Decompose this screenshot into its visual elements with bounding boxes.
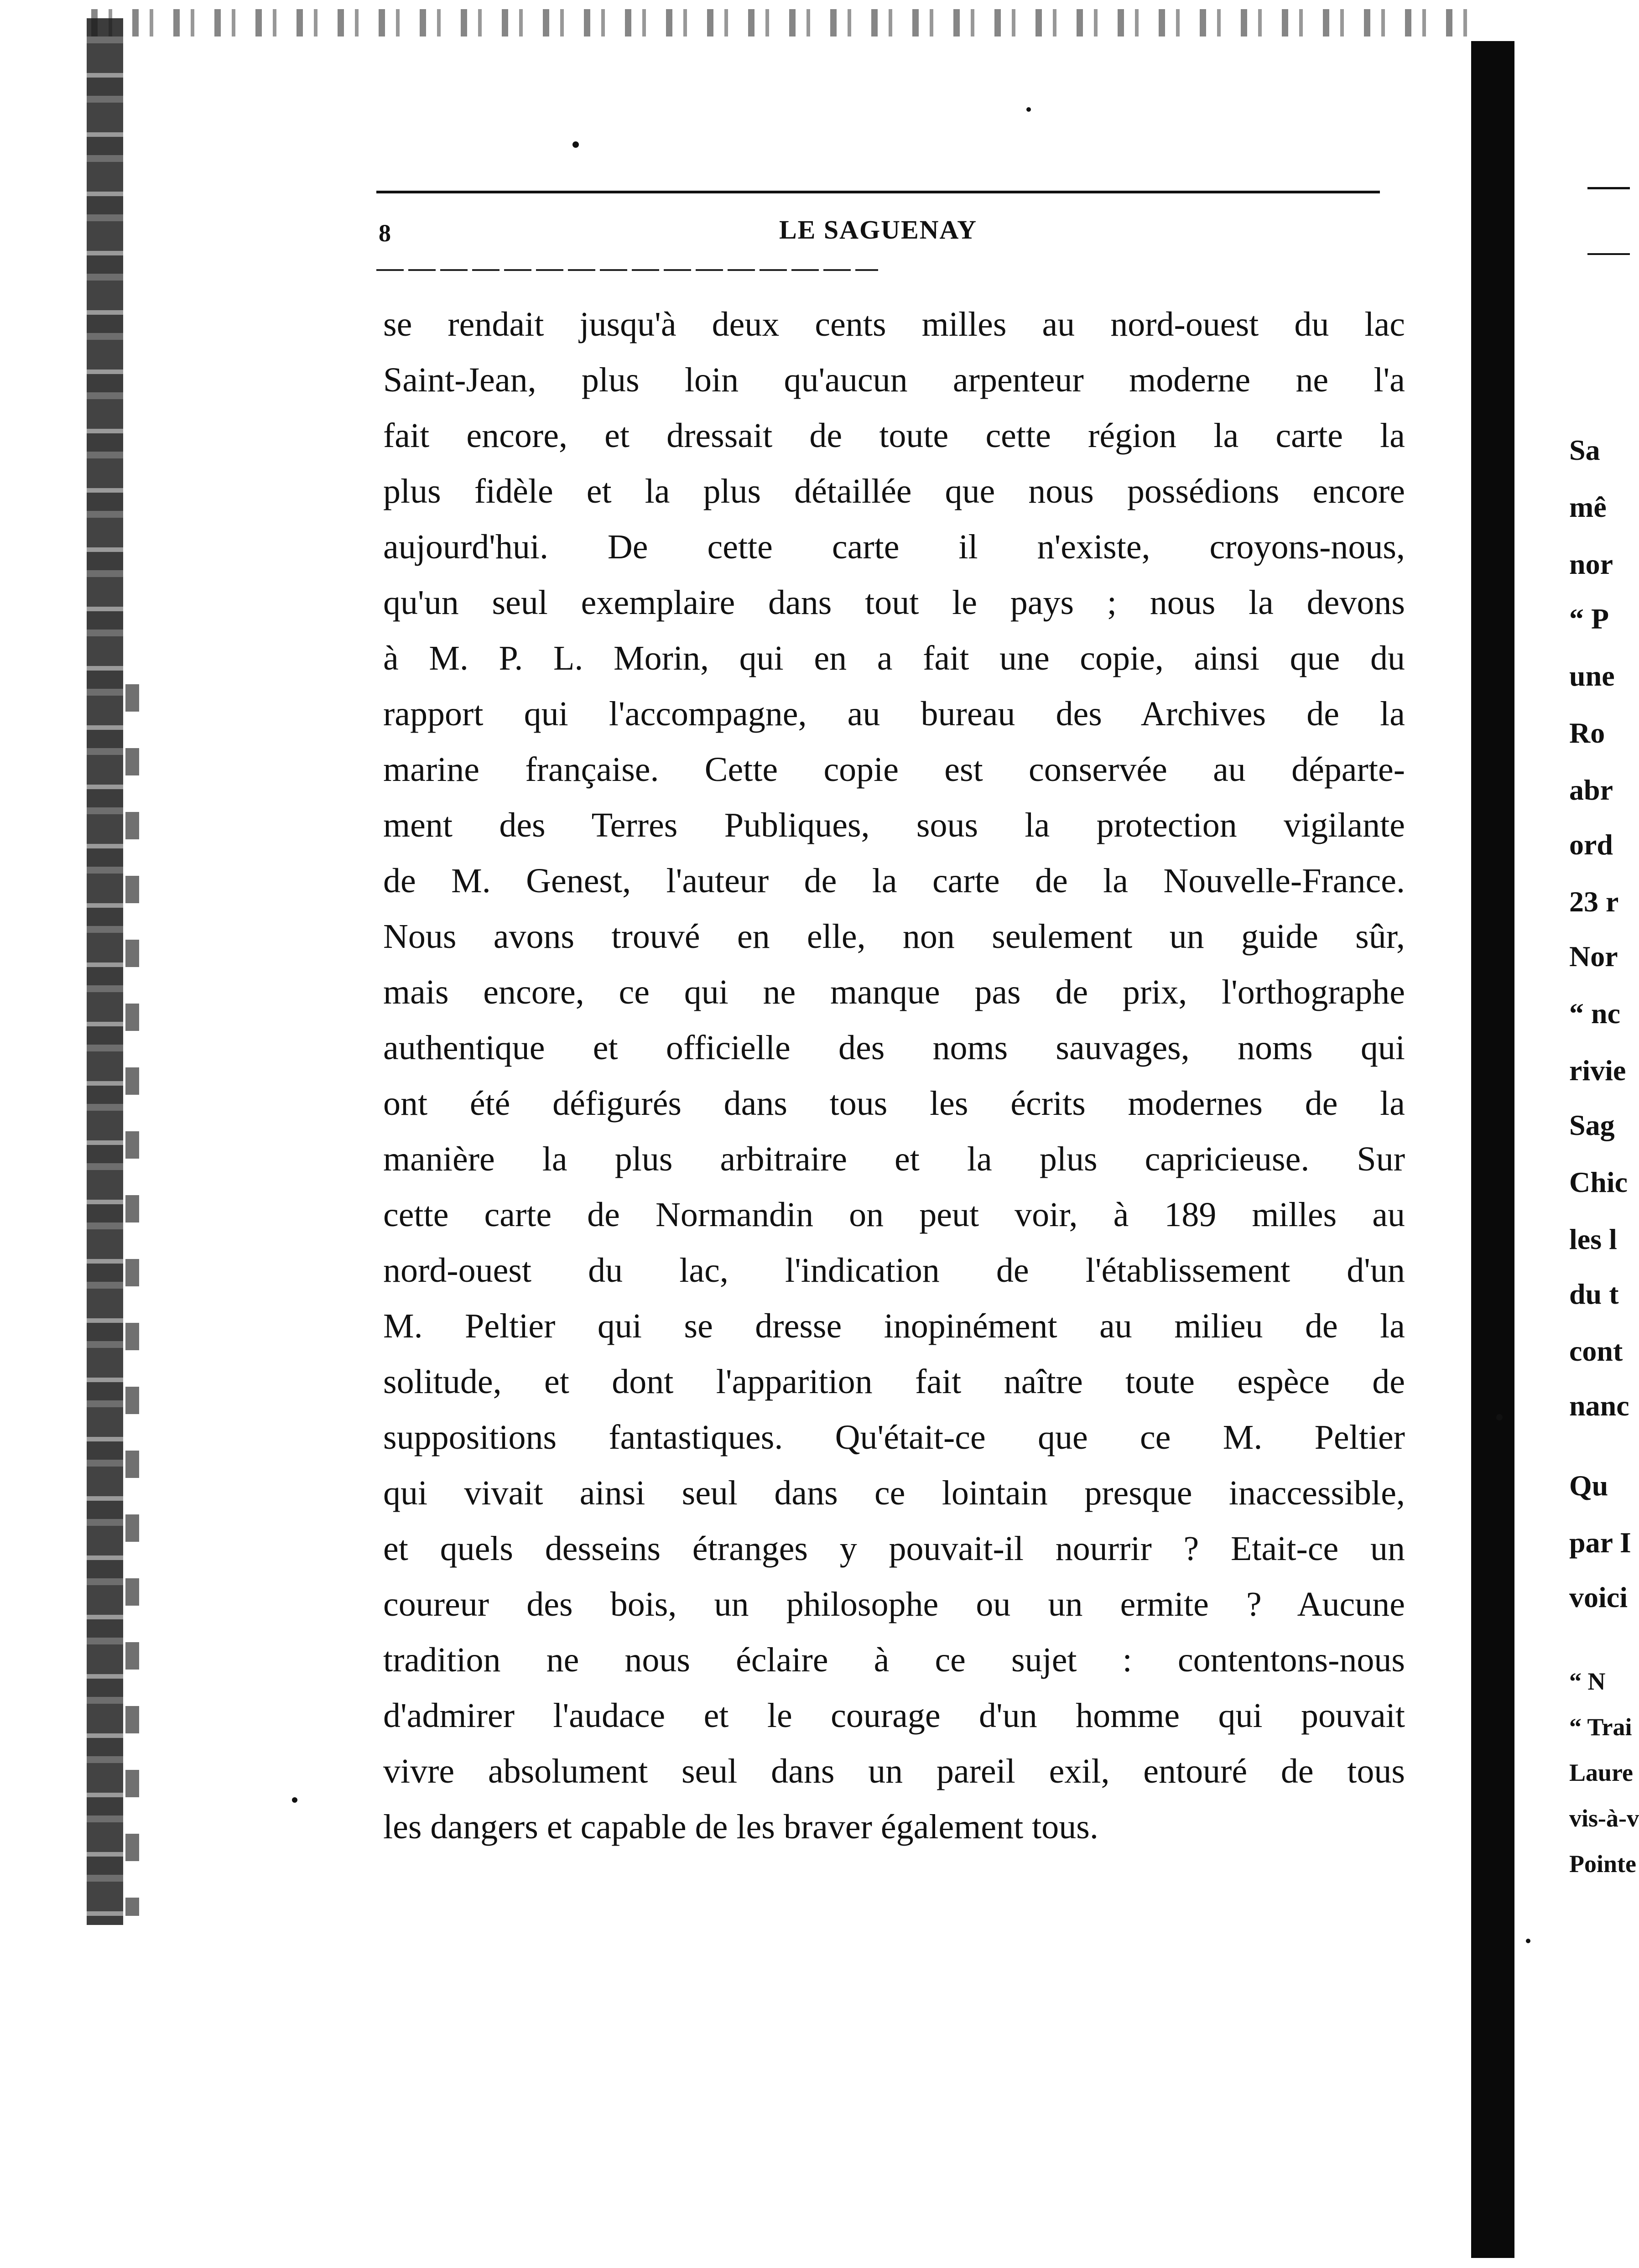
text-line: et quels desseins étranges y pouvait-il nourrir ? Etait-ce un (383, 1529, 1405, 1568)
page-header (379, 214, 1378, 251)
text-line: nord-ouest du lac, l'indication de l'établissement d'un (383, 1251, 1405, 1290)
text-line: authentique et officielle des noms sauvages, noms qui (383, 1029, 1405, 1067)
facing-page-fragment: nanc (1569, 1389, 1629, 1422)
facing-page-fragment: “ nc (1569, 997, 1620, 1030)
ink-speck (292, 1797, 297, 1803)
text-line: marine française. Cette copie est conservée au départe- (383, 750, 1405, 789)
ink-speck (1496, 1414, 1503, 1420)
facing-page-fragment: mê (1569, 491, 1607, 523)
text-line: tradition ne nous éclaire à ce sujet : contentons-nous (383, 1641, 1405, 1679)
ink-speck (572, 141, 579, 148)
text-line: Nous avons trouvé en elle, non seulement un guide sûr, (383, 917, 1405, 956)
ink-speck (1026, 107, 1031, 112)
facing-page-fragment: cont (1569, 1335, 1623, 1367)
facing-page-fragment: rivie (1569, 1054, 1626, 1087)
text-line: qu'un seul exemplaire dans tout le pays ; nous la devons (383, 583, 1405, 622)
facing-page-fragment: Pointe (1569, 1850, 1636, 1878)
text-line: aujourd'hui. De cette carte il n'existe, croyons-nous, (383, 528, 1405, 566)
facing-page-fragment: “ N (1569, 1668, 1606, 1695)
facing-page-fragment: Ro (1569, 717, 1605, 749)
page-number: 8 (379, 219, 391, 247)
facing-page-fragment: 23 r (1569, 885, 1619, 918)
facing-page-rule-2 (1587, 253, 1630, 255)
body-text (383, 297, 1405, 1855)
page-gutter-shadow (1471, 41, 1514, 2258)
text-line: solitude, et dont l'apparition fait naître toute espèce de (383, 1363, 1405, 1401)
text-line: vivre absolument seul dans un pareil exil, entouré de tous (383, 1752, 1405, 1790)
facing-page-fragment: Laure (1569, 1759, 1634, 1786)
facing-page-fragment: Chic (1569, 1166, 1628, 1198)
facing-page-fragment: Sa (1569, 434, 1600, 466)
text-line: mais encore, ce qui ne manque pas de prix, l'orthographe (383, 973, 1405, 1011)
text-line: coureur des bois, un philosophe ou un ermite ? Aucune (383, 1585, 1405, 1623)
header-rule-bottom (376, 269, 878, 271)
facing-page-fragment: une (1569, 660, 1615, 692)
text-line: Saint-Jean, plus loin qu'aucun arpenteur moderne ne l'a (383, 361, 1405, 399)
text-line: cette carte de Normandin on peut voir, à 189 milles au (383, 1196, 1405, 1234)
facing-page-fragment: par I (1569, 1526, 1631, 1559)
facing-page-fragment: vis-à-v (1569, 1805, 1639, 1832)
text-line: se rendait jusqu'à deux cents milles au nord-ouest du lac (383, 305, 1405, 343)
scan-noise-top (91, 9, 1483, 36)
facing-page-fragment: les l (1569, 1223, 1617, 1255)
header-rule-top (376, 191, 1380, 193)
text-line: de M. Genest, l'auteur de la carte de la Nouvelle-France. (383, 862, 1405, 900)
facing-page-fragment: “ P (1569, 603, 1609, 635)
facing-page-fragment: Sag (1569, 1109, 1615, 1141)
binding-edge-detail (125, 684, 139, 1916)
text-line: qui vivait ainsi seul dans ce lointain presque inaccessible, (383, 1474, 1405, 1512)
running-title: LE SAGUENAY (779, 215, 978, 244)
text-line: ment des Terres Publiques, sous la protection vigilante (383, 806, 1405, 844)
binding-edge (87, 18, 123, 1925)
facing-page-fragment: abr (1569, 774, 1613, 806)
text-line: suppositions fantastiques. Qu'était-ce que ce M. Peltier (383, 1418, 1405, 1457)
facing-page-fragment: Nor (1569, 940, 1618, 973)
facing-page-fragment: nor (1569, 548, 1613, 580)
text-line: d'admirer l'audace et le courage d'un homme qui pouvait (383, 1696, 1405, 1735)
text-line: rapport qui l'accompagne, au bureau des Archives de la (383, 695, 1405, 733)
ink-speck (1526, 1939, 1530, 1943)
text-line: M. Peltier qui se dresse inopinément au milieu de la (383, 1307, 1405, 1345)
facing-page-fragment: voici (1569, 1581, 1628, 1613)
facing-page-rule (1587, 187, 1630, 189)
facing-page-fragment: du t (1569, 1278, 1619, 1310)
text-line: les dangers et capable de les braver également tous. (383, 1808, 1098, 1846)
text-line: ont été défigurés dans tous les écrits modernes de la (383, 1084, 1405, 1123)
text-line: à M. P. L. Morin, qui en a fait une copie, ainsi que du (383, 639, 1405, 677)
facing-page-fragment: “ Trai (1569, 1713, 1632, 1741)
text-line: plus fidèle et la plus détaillée que nous possédions encore (383, 472, 1405, 510)
facing-page-fragment: Qu (1569, 1469, 1608, 1502)
text-line: fait encore, et dressait de toute cette région la carte la (383, 416, 1405, 455)
facing-page-fragment: ord (1569, 828, 1613, 861)
text-line: manière la plus arbitraire et la plus capricieuse. Sur (383, 1140, 1405, 1178)
